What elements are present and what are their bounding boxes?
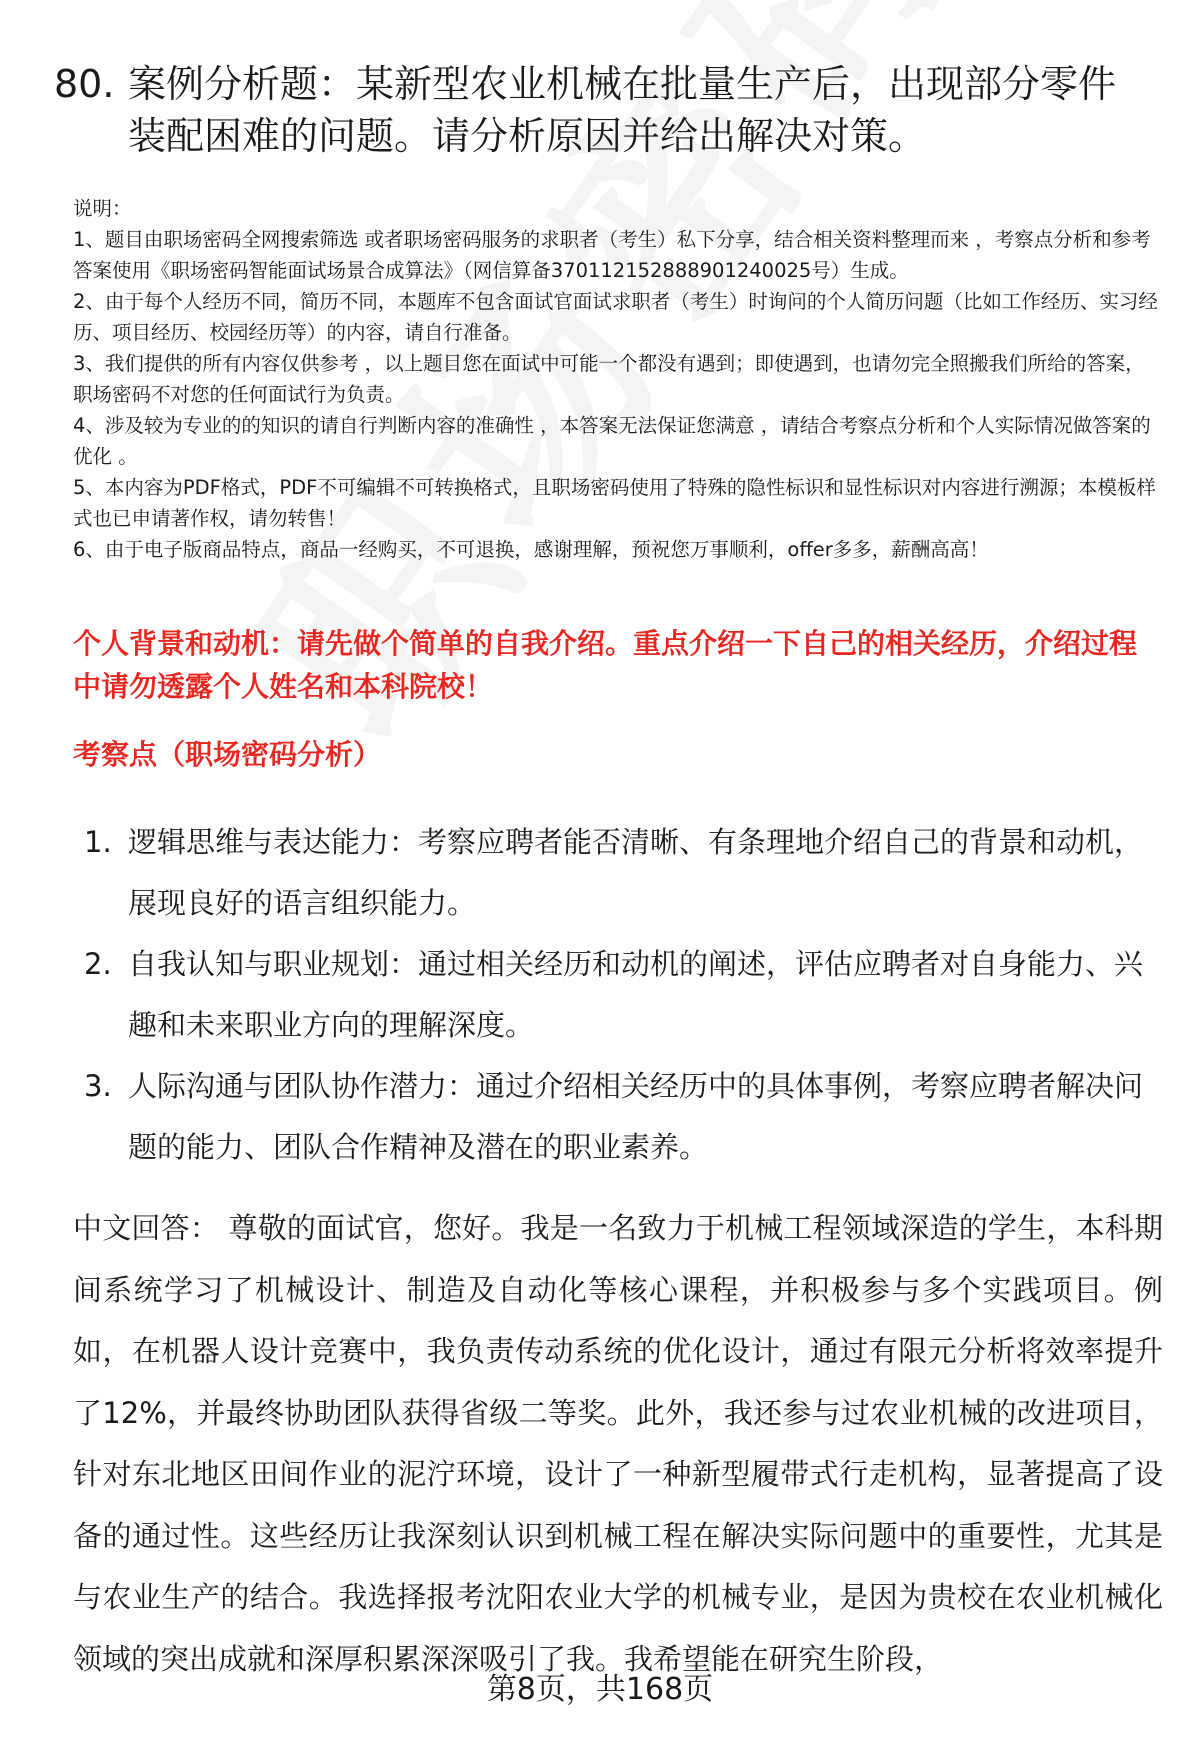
- assessment-points: [84, 812, 1164, 1178]
- notes-block: [73, 193, 1163, 565]
- note-item: 2、由于每个人经历不同，简历不同，本题库不包含面试官面试求职者（考生）时询问的个人简历问题（比如工作经历、实习经历、项目经历、校园经历等）的内容，请自行准备。: [73, 290, 1158, 344]
- note-item: 6、由于电子版商品特点，商品一经购买，不可退换，感谢理解，预祝您万事顺利，offer多多，薪酬高高！: [73, 538, 989, 561]
- assessment-point: [84, 1056, 1164, 1178]
- point-number: 2.: [84, 947, 112, 981]
- note-item: 4、涉及较为专业的的知识的请自行判断内容的准确性 ，本答案无法保证您满意 ，请结合考察点分析和个人实际情况做答案的优化 。: [73, 414, 1151, 468]
- point-text: 逻辑思维与表达能力：考察应聘者能否清晰、有条理地介绍自己的背景和动机，展现良好的语言组织能力。: [128, 825, 1144, 920]
- section-subheading: 考察点（职场密码分析）: [73, 738, 382, 771]
- question-title: [54, 58, 1154, 162]
- note-item: 1、题目由职场密码全网搜索筛选 或者职场密码服务的求职者（考生）私下分享，结合相关资料整理而来 ，考察点分析和参考答案使用《职场密码智能面试场景合成算法》（网信算备370112152888901240025号）生成。: [73, 228, 1151, 282]
- point-number: 3.: [84, 1069, 112, 1103]
- page-footer: 第8页，共168页: [486, 1672, 714, 1707]
- section-heading: 个人背景和动机：请先做个简单的自我介绍。重点介绍一下自己的相关经历，介绍过程中请勿透露个人姓名和本科院校！: [73, 627, 1138, 703]
- assessment-point: [84, 812, 1164, 934]
- point-text: 人际沟通与团队协作潜力：通过介绍相关经历中的具体事例，考察应聘者解决问题的能力、团队合作精神及潜在的职业素养。: [128, 1069, 1144, 1164]
- point-text: 自我认知与职业规划：通过相关经历和动机的阐述，评估应聘者对自身能力、兴趣和未来职业方向的理解深度。: [128, 947, 1144, 1042]
- point-number: 1.: [84, 825, 112, 859]
- notes-heading: 说明：: [73, 197, 132, 220]
- question-number: 80.: [54, 62, 115, 106]
- answer-text: 中文回答： 尊敬的面试官，您好。我是一名致力于机械工程领域深造的学生，本科期间系统学习了机械设计、制造及自动化等核心课程，并积极参与多个实践项目。例如，在机器人设计竞赛中，我负责传动系统的优化设计，通过有限元分析将效率提升了12%，并最终协助团队获得省级二等奖。此外，我还参与过农业机械的改进项目，针对东北地区田间作业的泥泞环境，设计了一种新型履带式行走机构，显著提高了设备的通过性。这些经历让我深刻认识到机械工程在解决实际问题中的重要性，尤其是与农业生产的结合。我选择报考沈阳农业大学的机械专业，是因为贵校在农业机械化领域的突出成就和深厚积累深深吸引了我。我希望能在研究生阶段，: [73, 1211, 1163, 1676]
- assessment-point: [84, 934, 1164, 1056]
- question-text: 案例分析题：某新型农业机械在批量生产后，出现部分零件装配困难的问题。请分析原因并给出解决对策。: [128, 62, 1117, 158]
- note-item: 5、本内容为PDF格式，PDF不可编辑不可转换格式，且职场密码使用了特殊的隐性标识和显性标识对内容进行溯源；本模板样式也已申请著作权，请勿转售！: [73, 476, 1156, 530]
- note-item: 3、我们提供的所有内容仅供参考 ，以上题目您在面试中可能一个都没有遇到；即使遇到，也请勿完全照搬我们所给的答案，职场密码不对您的任何面试行为负责。: [73, 352, 1145, 406]
